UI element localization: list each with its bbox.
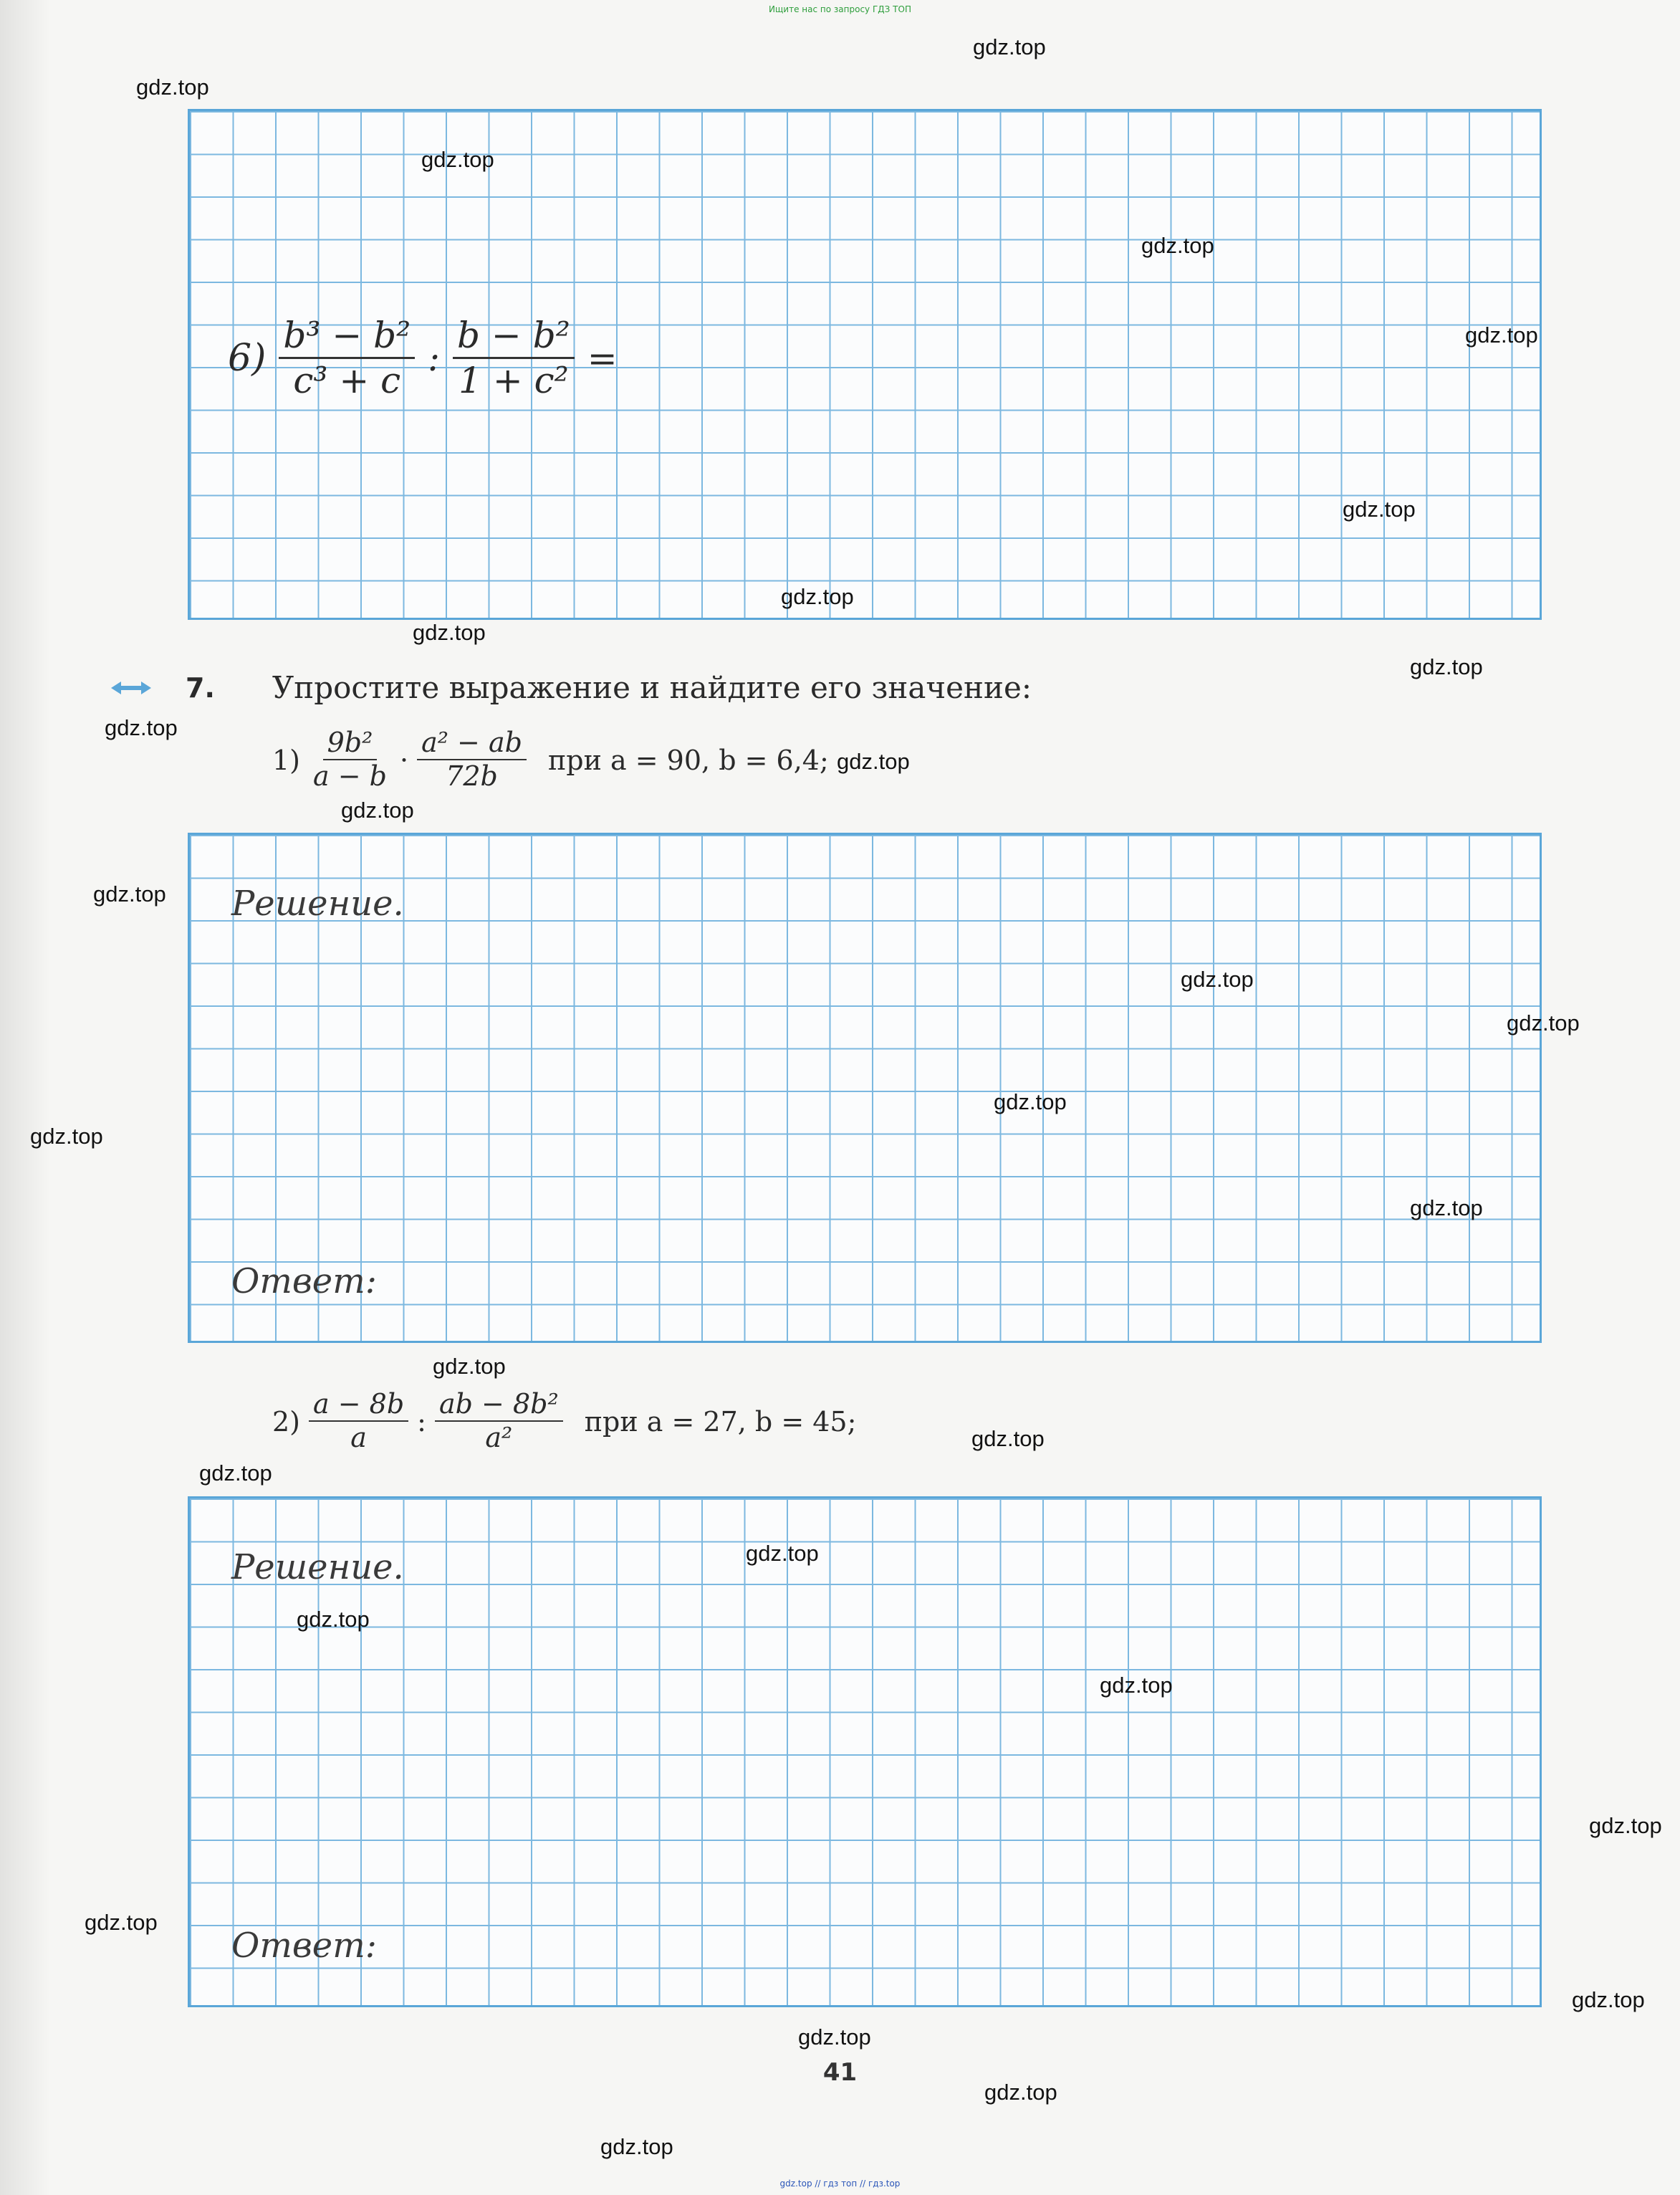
watermark: gdz.top xyxy=(199,1460,272,1486)
bottom-banner: gdz.top // гдз топ // гдз.top xyxy=(779,2179,901,2189)
double-arrow-icon xyxy=(111,679,151,697)
watermark: gdz.top xyxy=(1589,1813,1662,1838)
watermark: gdz.top xyxy=(1572,1987,1645,2012)
watermark: gdz.top xyxy=(971,1426,1045,1451)
watermark: gdz.top xyxy=(984,2080,1057,2105)
watermark: gdz.top xyxy=(994,1089,1067,1114)
watermark: gdz.top xyxy=(1100,1673,1173,1698)
fraction-2-numerator: b − b² xyxy=(453,315,575,359)
watermark: gdz.top xyxy=(341,798,414,823)
watermark: gdz.top xyxy=(30,1124,103,1149)
watermark: gdz.top xyxy=(136,75,209,100)
solution-label: Решение. xyxy=(231,884,404,924)
page-number: 41 xyxy=(822,2058,858,2087)
answer-grid-7-1 xyxy=(188,833,1542,1343)
fraction-2-denominator: 1 + c² xyxy=(459,359,569,401)
solution-label-2: Решение. xyxy=(231,1547,404,1587)
watermark: gdz.top xyxy=(1410,1195,1483,1220)
watermark: gdz.top xyxy=(837,749,910,774)
fraction-1-numerator: b³ − b² xyxy=(279,315,415,359)
top-banner: Ищите нас по запросу ГДЗ ТОП xyxy=(769,4,911,14)
watermark: gdz.top xyxy=(746,1541,819,1566)
multiply-sign: · xyxy=(400,744,409,776)
subtask-2-fraction-1-numerator: a − 8b xyxy=(309,1389,408,1422)
watermark: gdz.top xyxy=(433,1354,506,1379)
watermark: gdz.top xyxy=(413,620,486,645)
answer-label-2: Ответ: xyxy=(231,1926,377,1966)
answer-label: Ответ: xyxy=(231,1261,377,1301)
task-text: Упростите выражение и найдите его значение: xyxy=(272,670,1032,705)
subtask-2-fraction-1 xyxy=(309,1389,408,1454)
division-sign-2: : xyxy=(417,1405,426,1438)
subtask-2-condition: при a = 27, b = 45; xyxy=(584,1405,857,1438)
watermark: gdz.top xyxy=(1507,1010,1580,1036)
subtask-1-fraction-2-denominator: 72b xyxy=(446,760,498,792)
fraction-1-denominator: c³ + c xyxy=(293,359,401,401)
watermark: gdz.top xyxy=(1343,497,1416,522)
subtask-2-fraction-2 xyxy=(435,1389,563,1454)
watermark: gdz.top xyxy=(297,1607,370,1632)
task-number: 7. xyxy=(186,671,215,704)
subtask-2-label: 2) xyxy=(272,1405,301,1438)
watermark: gdz.top xyxy=(1410,654,1483,679)
subtask-1-fraction-1-denominator: a − b xyxy=(313,760,387,792)
task-7-header xyxy=(111,670,1032,705)
watermark: gdz.top xyxy=(105,715,178,740)
exercise-6-label: 6) xyxy=(228,337,267,381)
subtask-1-fraction-1 xyxy=(309,727,391,793)
subtask-1-fraction-2 xyxy=(417,727,527,793)
exercise-6-expression xyxy=(228,315,618,402)
subtask-2-fraction-2-denominator: a² xyxy=(485,1421,513,1453)
subtask-2-fraction-2-numerator: ab − 8b² xyxy=(435,1389,563,1422)
watermark: gdz.top xyxy=(85,1910,158,1935)
watermark: gdz.top xyxy=(1181,967,1254,992)
watermark: gdz.top xyxy=(600,2134,673,2159)
task-7-1-expression xyxy=(272,727,829,793)
equals-sign: = xyxy=(587,338,618,380)
watermark: gdz.top xyxy=(1465,322,1538,348)
division-sign: : xyxy=(428,338,441,380)
watermark: gdz.top xyxy=(973,34,1046,59)
answer-grid-7-2 xyxy=(188,1496,1542,2007)
fraction-1 xyxy=(279,315,415,402)
subtask-1-condition: при a = 90, b = 6,4; xyxy=(547,744,829,776)
watermark: gdz.top xyxy=(1141,233,1214,258)
watermark: gdz.top xyxy=(781,584,854,609)
subtask-1-label: 1) xyxy=(272,744,301,776)
fraction-2 xyxy=(453,315,575,402)
task-7-2-expression xyxy=(272,1389,856,1454)
page-shadow xyxy=(0,0,50,2195)
subtask-1-fraction-2-numerator: a² − ab xyxy=(417,727,527,760)
subtask-2-fraction-1-denominator: a xyxy=(350,1421,367,1453)
watermark: gdz.top xyxy=(798,2024,871,2050)
watermark: gdz.top xyxy=(93,881,166,907)
watermark: gdz.top xyxy=(421,147,494,172)
subtask-1-fraction-1-numerator: 9b² xyxy=(323,727,378,760)
